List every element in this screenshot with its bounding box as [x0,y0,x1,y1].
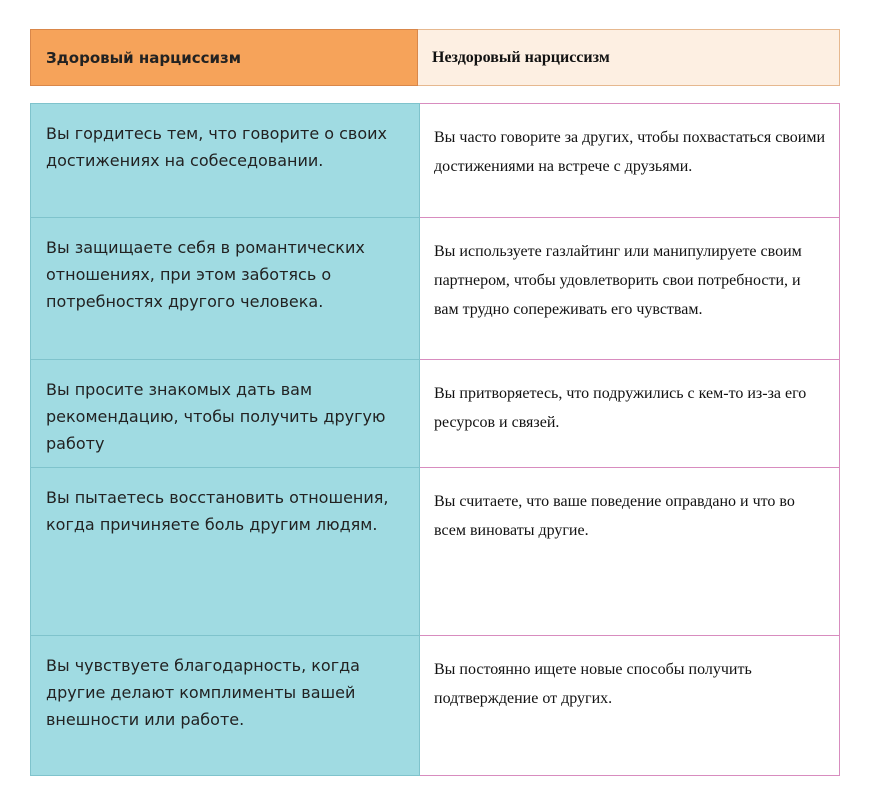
unhealthy-cell: Вы считаете, что ваше поведение оправдано и что во всем виноваты другие. [420,468,840,636]
table-row [30,360,840,468]
table-row [30,218,840,360]
healthy-cell: Вы гордитесь тем, что говорите о своих достижениях на собеседовании. [30,103,420,218]
header-unhealthy-narcissism: Нездоровый нарциссизм [418,29,840,86]
unhealthy-cell: Вы часто говорите за других, чтобы похвастаться своими достижениями на встрече с друзьями. [420,103,840,218]
table-row [30,103,840,218]
table-header [30,29,840,86]
healthy-cell: Вы просите знакомых дать вам рекомендацию, чтобы получить другую работу [30,360,420,468]
healthy-cell: Вы пытаетесь восстановить отношения, когда причиняете боль другим людям. [30,468,420,636]
unhealthy-cell: Вы используете газлайтинг или манипулируете своим партнером, чтобы удовлетворить свои потребности, и вам трудно сопереживать его чувствам. [420,218,840,360]
header-healthy-narcissism: Здоровый нарциссизм [30,29,418,86]
healthy-cell: Вы чувствуете благодарность, когда другие делают комплименты вашей внешности или работе. [30,636,420,776]
unhealthy-cell: Вы притворяетесь, что подружились с кем-то из-за его ресурсов и связей. [420,360,840,468]
healthy-cell: Вы защищаете себя в романтических отношениях, при этом заботясь о потребностях другого человека. [30,218,420,360]
table-row [30,468,840,636]
table-row [30,636,840,776]
comparison-table [30,103,840,776]
unhealthy-cell: Вы постоянно ищете новые способы получить подтверждение от других. [420,636,840,776]
